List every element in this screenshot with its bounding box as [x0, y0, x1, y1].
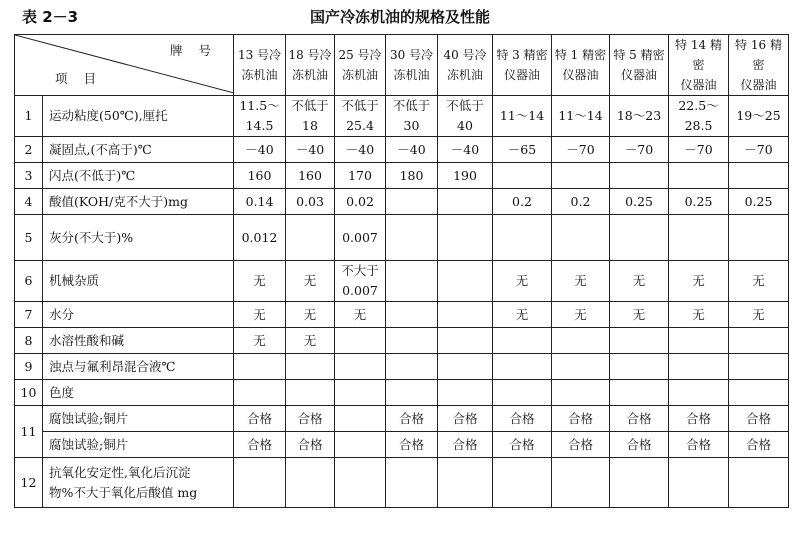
- table-cell: [552, 96, 610, 137]
- corner-brand-label: 牌 号: [170, 43, 217, 58]
- table-cell: [493, 137, 552, 163]
- cell-line: 19～25: [736, 108, 781, 123]
- table-cell: [729, 261, 789, 302]
- cell-line: 冻机油: [291, 68, 328, 82]
- cell-line: 无: [574, 273, 587, 288]
- table-cell: [552, 261, 610, 302]
- table-cell: [438, 261, 493, 302]
- cell-line: 合格: [452, 410, 478, 426]
- row-item-label: 凝固点,(不高于)℃: [43, 137, 234, 163]
- cell-line: －70: [684, 141, 713, 157]
- table-row: [15, 406, 789, 432]
- cell-line: 无: [632, 306, 646, 322]
- cell-line: －70: [566, 141, 595, 157]
- cell-line: 0.012: [241, 229, 278, 245]
- table-cell: [438, 380, 493, 406]
- cell-line: 仪器油: [740, 78, 777, 92]
- cell-line: 0.14: [245, 193, 274, 209]
- table-cell: [729, 380, 789, 406]
- table-cell: [234, 380, 286, 406]
- table-cell: [234, 189, 286, 215]
- table-cell: [729, 189, 789, 215]
- table-cell: [335, 406, 386, 432]
- cell-line: 30 号冷: [389, 48, 434, 62]
- cell-line: 0.007: [342, 229, 378, 245]
- column-header: [729, 35, 789, 96]
- table-cell: [729, 96, 789, 137]
- cell-line: 不低于: [291, 98, 329, 113]
- cell-line: 合格: [745, 410, 771, 426]
- table-cell: [286, 189, 335, 215]
- table-cell: [493, 96, 552, 137]
- cell-line: 18～23: [616, 108, 662, 123]
- column-header: [386, 35, 438, 96]
- column-header: [438, 35, 493, 96]
- table-cell: [610, 432, 669, 458]
- table-cell: [493, 328, 552, 354]
- cell-line: 特 3 精密: [496, 48, 548, 62]
- table-cell: [286, 380, 335, 406]
- table-cell: [610, 302, 669, 328]
- table-cell: [669, 215, 729, 261]
- row-item-label: 色度: [43, 380, 234, 406]
- table-cell: [386, 458, 438, 508]
- table-cell: [493, 458, 552, 508]
- table-row: [15, 189, 789, 215]
- cell-line: 14.5: [245, 118, 274, 133]
- table-cell: [729, 328, 789, 354]
- row-item-label: 水分: [43, 302, 234, 328]
- cell-line: 0.25: [625, 193, 653, 209]
- table-cell: [610, 458, 669, 508]
- table-cell: [552, 354, 610, 380]
- cell-line: 无: [574, 306, 587, 322]
- table-cell: [286, 96, 335, 137]
- table-row: [15, 163, 789, 189]
- table-cell: [669, 189, 729, 215]
- table-cell: [335, 189, 386, 215]
- table-cell: [234, 458, 286, 508]
- table-cell: [386, 406, 438, 432]
- table-cell: [493, 380, 552, 406]
- table-cell: [438, 96, 493, 137]
- cell-line: 18: [302, 118, 318, 133]
- table-cell: [610, 261, 669, 302]
- table-row: [15, 261, 789, 302]
- cell-line: 28.5: [684, 118, 713, 133]
- cell-line: 合格: [246, 410, 272, 426]
- table-cell: [610, 137, 669, 163]
- cell-line: 冻机油: [446, 68, 483, 82]
- table-cell: [669, 458, 729, 508]
- table-cell: [438, 163, 493, 189]
- table-cell: [386, 163, 438, 189]
- table-cell: [386, 96, 438, 137]
- table-cell: [234, 163, 286, 189]
- table-cell: [234, 261, 286, 302]
- table-cell: [729, 458, 789, 508]
- cell-line: 合格: [297, 436, 323, 452]
- table-row: [15, 458, 789, 508]
- cell-line: 冻机油: [241, 68, 278, 82]
- cell-line: 无: [303, 306, 317, 322]
- column-header: [493, 35, 552, 96]
- table-cell: [335, 261, 386, 302]
- cell-line: 11.5～: [239, 98, 280, 113]
- cell-line: 特 16 精密: [735, 38, 782, 72]
- table-cell: [234, 137, 286, 163]
- cell-line: 合格: [626, 410, 652, 426]
- row-item-label: 腐蚀试验;铜片: [43, 406, 234, 432]
- cell-line: 仪器油: [503, 68, 540, 82]
- cell-line: －40: [295, 141, 325, 157]
- cell-line: 合格: [509, 436, 535, 452]
- table-cell: [552, 458, 610, 508]
- table-cell: [669, 261, 729, 302]
- table-cell: [729, 432, 789, 458]
- table-row: [15, 215, 789, 261]
- table-cell: [610, 380, 669, 406]
- table-cell: [729, 215, 789, 261]
- cell-line: 无: [515, 306, 529, 322]
- column-header: [552, 35, 610, 96]
- column-header: [335, 35, 386, 96]
- row-item-label: 灰分(不大于)%: [43, 215, 234, 261]
- page-header: [0, 0, 800, 34]
- table-cell: [386, 354, 438, 380]
- table-cell: [610, 189, 669, 215]
- table-label: 表 2－3: [22, 8, 79, 26]
- row-item-label: 机械杂质: [43, 261, 234, 302]
- table-cell: [386, 137, 438, 163]
- table-row: [15, 432, 789, 458]
- table-row: [15, 302, 789, 328]
- row-item-label: 腐蚀试验;铜片: [43, 432, 234, 458]
- cell-line: －40: [245, 141, 274, 157]
- cell-line: 合格: [509, 410, 535, 426]
- row-number: 1: [15, 96, 43, 137]
- cell-line: 不低于: [392, 98, 431, 113]
- row-number: 3: [15, 163, 43, 189]
- cell-line: 0.2: [512, 193, 532, 209]
- cell-line: －70: [744, 141, 773, 157]
- table-cell: [335, 432, 386, 458]
- table-cell: [669, 432, 729, 458]
- table-cell: [669, 96, 729, 137]
- cell-line: 190: [453, 167, 477, 183]
- row-number: 2: [15, 137, 43, 163]
- cell-line: 无: [253, 306, 266, 322]
- table-cell: [386, 432, 438, 458]
- row-item-label: [43, 458, 234, 508]
- table-cell: [669, 328, 729, 354]
- table-cell: [729, 302, 789, 328]
- cell-line: 无: [632, 273, 646, 288]
- table-cell: [335, 215, 386, 261]
- cell-line: 合格: [567, 410, 593, 426]
- cell-line: 仪器油: [620, 68, 657, 82]
- cell-line: 170: [348, 167, 372, 183]
- cell-line: 冻机油: [393, 68, 430, 82]
- cell-line: 合格: [685, 436, 711, 452]
- cell-line: －40: [345, 141, 375, 157]
- table-cell: [552, 189, 610, 215]
- table-cell: [610, 354, 669, 380]
- row-number: 6: [15, 261, 43, 302]
- cell-line: 合格: [452, 436, 478, 452]
- table-cell: [438, 189, 493, 215]
- cell-line: 合格: [246, 436, 272, 452]
- table-cell: [234, 406, 286, 432]
- table-row: [15, 380, 789, 406]
- table-cell: [493, 215, 552, 261]
- table-cell: [234, 96, 286, 137]
- table-cell: [386, 328, 438, 354]
- table-cell: [438, 432, 493, 458]
- table-cell: [610, 163, 669, 189]
- cell-line: 0.25: [684, 193, 713, 209]
- table-cell: [335, 302, 386, 328]
- item-line: 物%不大于氧化后酸值 mg: [49, 484, 198, 500]
- cell-line: 160: [298, 167, 322, 183]
- cell-line: 不大于: [341, 263, 379, 278]
- cell-line: 合格: [398, 410, 424, 426]
- header-row: [15, 35, 789, 96]
- table-row: [15, 96, 789, 137]
- cell-line: 0.007: [342, 283, 378, 298]
- cell-line: 40 号冷: [443, 48, 487, 62]
- cell-line: 合格: [297, 410, 323, 426]
- table-cell: [552, 215, 610, 261]
- table-cell: [286, 354, 335, 380]
- table-cell: [552, 432, 610, 458]
- table-cell: [286, 328, 335, 354]
- cell-line: 13 号冷: [237, 48, 282, 62]
- table-cell: [438, 215, 493, 261]
- table-cell: [234, 432, 286, 458]
- table-row: [15, 328, 789, 354]
- table-cell: [234, 328, 286, 354]
- cell-line: 40: [457, 118, 473, 133]
- cell-line: 合格: [626, 436, 652, 452]
- table-cell: [286, 163, 335, 189]
- table-cell: [669, 163, 729, 189]
- table-cell: [552, 137, 610, 163]
- spec-table: [14, 34, 789, 508]
- cell-line: 特 5 精密: [613, 48, 665, 62]
- cell-line: 11～14: [499, 108, 545, 123]
- table-cell: [386, 261, 438, 302]
- cell-line: 特 1 精密: [554, 48, 607, 62]
- cell-line: 冻机油: [341, 68, 378, 82]
- row-number: 9: [15, 354, 43, 380]
- cell-line: －70: [624, 141, 654, 157]
- table-cell: [493, 163, 552, 189]
- table-cell: [729, 406, 789, 432]
- column-header: [669, 35, 729, 96]
- table-cell: [286, 458, 335, 508]
- cell-line: 0.03: [296, 193, 324, 209]
- table-cell: [729, 354, 789, 380]
- table-cell: [729, 137, 789, 163]
- table-cell: [286, 302, 335, 328]
- cell-line: 无: [303, 273, 317, 288]
- table-cell: [286, 261, 335, 302]
- cell-line: 仪器油: [680, 78, 717, 92]
- row-number: 12: [15, 458, 43, 508]
- table-cell: [335, 458, 386, 508]
- table-cell: [386, 189, 438, 215]
- cell-line: 合格: [745, 436, 771, 452]
- table-cell: [610, 406, 669, 432]
- table-cell: [493, 189, 552, 215]
- cell-line: 无: [353, 306, 367, 322]
- row-number: 10: [15, 380, 43, 406]
- row-item-label: 水溶性酸和碱: [43, 328, 234, 354]
- cell-line: 不低于: [341, 98, 379, 113]
- cell-line: 180: [399, 167, 424, 183]
- table-cell: [286, 432, 335, 458]
- table-cell: [729, 163, 789, 189]
- table-cell: [386, 302, 438, 328]
- cell-line: 不低于: [446, 98, 484, 113]
- cell-line: 0.02: [346, 193, 374, 209]
- table-row: [15, 354, 789, 380]
- table-cell: [669, 406, 729, 432]
- table-cell: [335, 354, 386, 380]
- cell-line: 无: [253, 273, 266, 288]
- table-cell: [610, 328, 669, 354]
- cell-line: 合格: [685, 410, 711, 426]
- table-cell: [386, 215, 438, 261]
- cell-line: 0.25: [744, 193, 773, 209]
- table-cell: [493, 354, 552, 380]
- table-cell: [234, 215, 286, 261]
- table-cell: [234, 302, 286, 328]
- cell-line: －40: [450, 141, 480, 157]
- table-cell: [552, 380, 610, 406]
- row-item-label: 浊点与氟利昂混合液℃: [43, 354, 234, 380]
- table-cell: [335, 96, 386, 137]
- corner-item-label: 项 目: [55, 71, 102, 86]
- item-line: 抗氧化安定性,氧化后沉淀: [49, 464, 191, 480]
- row-number: 5: [15, 215, 43, 261]
- table-cell: [493, 302, 552, 328]
- table-cell: [386, 380, 438, 406]
- cell-line: 25.4: [346, 118, 374, 133]
- table-cell: [610, 96, 669, 137]
- table-cell: [335, 380, 386, 406]
- row-item-label: 酸值(KOH/克不大于)mg: [43, 189, 234, 215]
- table-cell: [438, 328, 493, 354]
- column-header: [286, 35, 335, 96]
- page-title: 国产冷冻机油的规格及性能: [309, 8, 490, 26]
- cell-line: 160: [247, 167, 272, 183]
- table-cell: [669, 302, 729, 328]
- column-header: [610, 35, 669, 96]
- cell-line: －65: [507, 141, 537, 157]
- table-cell: [335, 137, 386, 163]
- cell-line: 无: [253, 332, 266, 348]
- table-cell: [493, 432, 552, 458]
- table-cell: [234, 354, 286, 380]
- table-cell: [669, 137, 729, 163]
- table-cell: [493, 406, 552, 432]
- row-number: 11: [15, 406, 43, 458]
- table-cell: [438, 137, 493, 163]
- table-cell: [335, 163, 386, 189]
- table-cell: [669, 380, 729, 406]
- table-cell: [552, 328, 610, 354]
- cell-line: 11～14: [558, 108, 603, 123]
- table-cell: [286, 406, 335, 432]
- table-cell: [552, 163, 610, 189]
- cell-line: 特 14 精密: [675, 38, 722, 72]
- row-number: 4: [15, 189, 43, 215]
- cell-line: 合格: [567, 436, 593, 452]
- table-cell: [610, 215, 669, 261]
- cell-line: 无: [752, 306, 765, 322]
- cell-line: 18 号冷: [288, 48, 332, 62]
- cell-line: 25 号冷: [338, 48, 382, 62]
- cell-line: 无: [303, 332, 317, 348]
- table-cell: [438, 354, 493, 380]
- row-number: 7: [15, 302, 43, 328]
- table-row: [15, 137, 789, 163]
- table-cell: [493, 261, 552, 302]
- table-cell: [335, 328, 386, 354]
- row-item-label: 运动粘度(50℃),厘托: [43, 96, 234, 137]
- table-cell: [438, 302, 493, 328]
- cell-line: 仪器油: [562, 68, 599, 82]
- table-cell: [438, 406, 493, 432]
- cell-line: 无: [752, 273, 765, 288]
- table-cell: [286, 215, 335, 261]
- cell-line: 合格: [398, 436, 424, 452]
- cell-line: 无: [515, 273, 529, 288]
- column-header: [234, 35, 286, 96]
- table-cell: [438, 458, 493, 508]
- cell-line: 0.2: [570, 193, 591, 209]
- corner-cell: [15, 35, 234, 96]
- cell-line: 无: [692, 273, 705, 288]
- cell-line: 无: [692, 306, 705, 322]
- row-item-label: 闪点(不低于)℃: [43, 163, 234, 189]
- cell-line: 30: [403, 118, 420, 133]
- table-cell: [552, 406, 610, 432]
- table-cell: [669, 354, 729, 380]
- table-cell: [552, 302, 610, 328]
- cell-line: －40: [397, 141, 426, 157]
- table-cell: [286, 137, 335, 163]
- cell-line: 22.5～: [678, 98, 719, 113]
- row-number: 8: [15, 328, 43, 354]
